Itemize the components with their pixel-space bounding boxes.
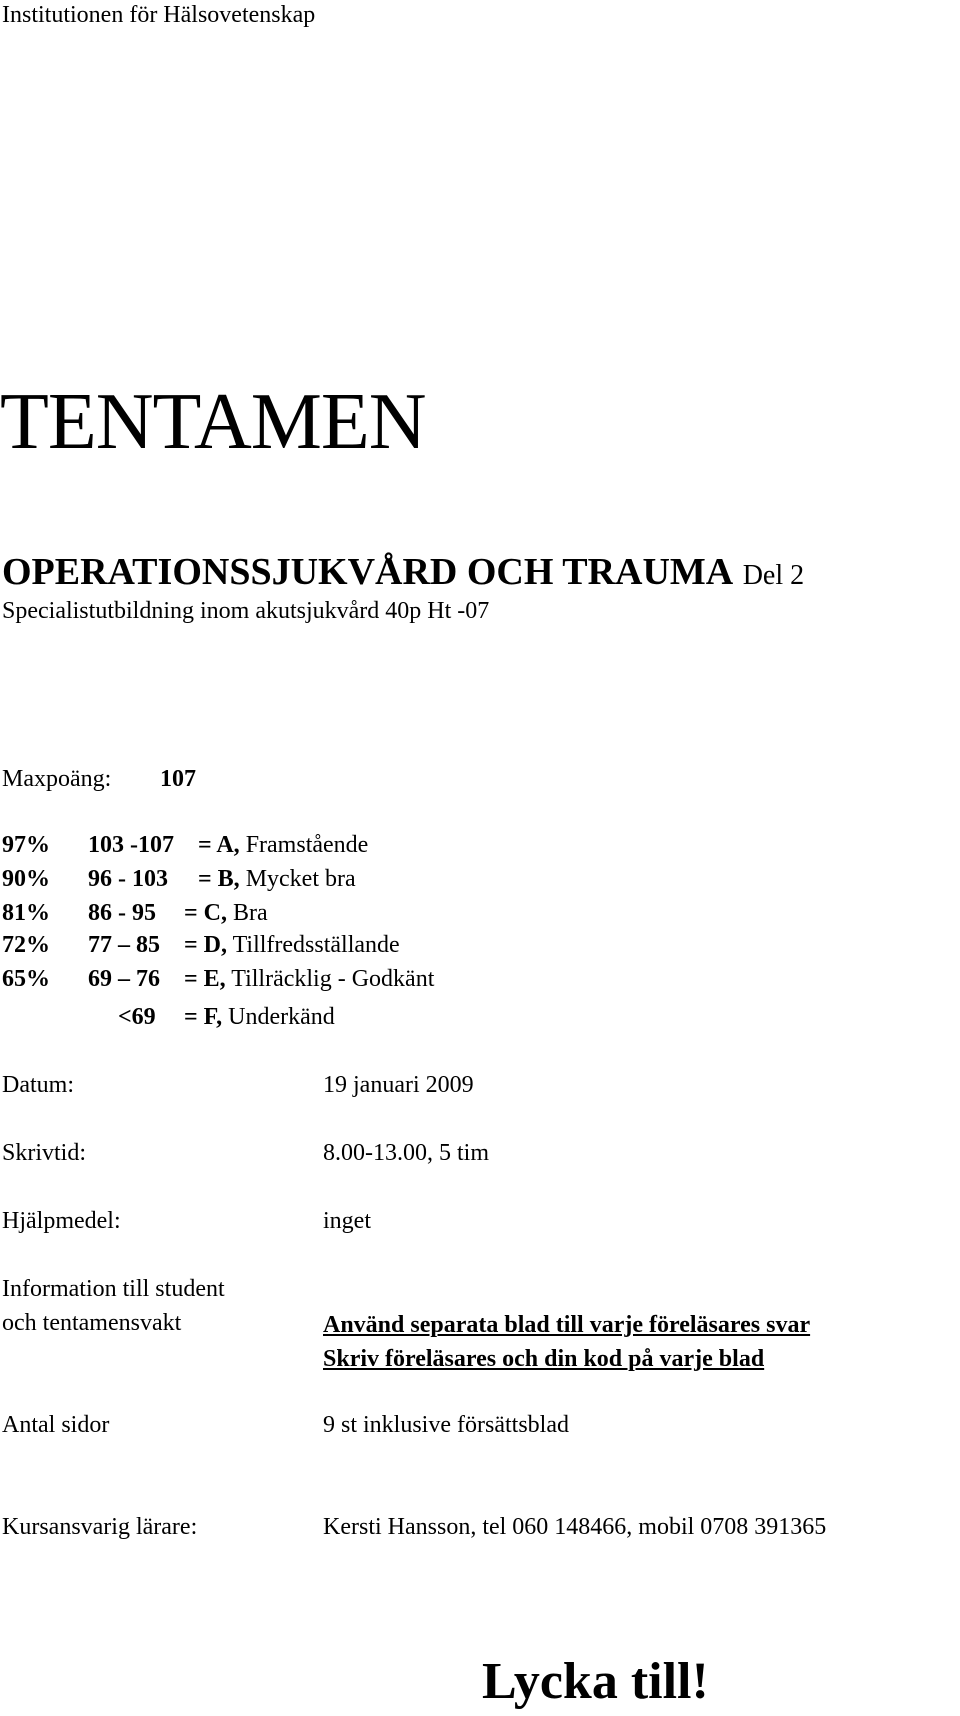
grade-percent: 90% xyxy=(2,866,50,892)
page-title: TENTAMEN xyxy=(0,378,426,466)
grade-letter-desc xyxy=(184,928,400,962)
grade-letter: = B, xyxy=(198,866,240,892)
grade-letter-desc xyxy=(198,862,356,896)
time-label: Skrivtid: xyxy=(2,1140,87,1166)
program-name: Specialistutbildning inom akutsjukvård 40p Ht -07 xyxy=(2,598,490,624)
student-info-label: Information till student xyxy=(2,1276,225,1302)
grade-letter: = E, xyxy=(184,966,226,992)
grade-desc: Tillfredsställande xyxy=(232,932,400,958)
max-points-label: Maxpoäng: xyxy=(2,766,112,792)
pages-label: Antal sidor xyxy=(2,1412,110,1438)
institution-name: Institutionen för Hälsovetenskap xyxy=(2,2,316,28)
instruction-rule-1: Använd separata blad till varje föreläsares svar xyxy=(323,1312,811,1338)
teacher-value: Kersti Hansson, tel 060 148466, mobil 0708 391365 xyxy=(323,1514,827,1540)
grade-range: 96 - 103 xyxy=(88,866,168,892)
grade-letter: = C, xyxy=(184,900,228,926)
grade-range: 103 -107 xyxy=(88,832,174,858)
grade-letter-desc xyxy=(184,896,268,930)
max-points-value: 107 xyxy=(160,766,196,792)
course-part: Del 2 xyxy=(742,560,805,591)
grade-desc: Bra xyxy=(233,900,268,926)
closing-message: Lycka till! xyxy=(482,1653,709,1710)
grade-letter: = F, xyxy=(184,1004,223,1030)
grade-letter: = D, xyxy=(184,932,228,958)
student-info-label-2: och tentamensvakt xyxy=(2,1310,182,1336)
grade-desc: Underkänd xyxy=(228,1004,335,1030)
grade-range: 77 – 85 xyxy=(88,932,160,958)
time-value: 8.00-13.00, 5 tim xyxy=(323,1140,489,1166)
grade-letter-desc xyxy=(184,1000,335,1034)
date-value: 19 januari 2009 xyxy=(323,1072,474,1098)
grade-percent: 65% xyxy=(2,966,50,992)
teacher-label: Kursansvarig lärare: xyxy=(2,1514,198,1540)
grade-range: 86 - 95 xyxy=(88,900,156,926)
course-heading xyxy=(2,548,804,600)
date-label: Datum: xyxy=(2,1072,74,1098)
aids-label: Hjälpmedel: xyxy=(2,1208,121,1234)
aids-value: inget xyxy=(323,1208,371,1234)
grade-percent: 81% xyxy=(2,900,50,926)
grade-desc: Tillräcklig - Godkänt xyxy=(231,966,435,992)
grade-letter-desc xyxy=(198,828,368,862)
grade-range: 69 – 76 xyxy=(88,966,160,992)
grade-desc: Mycket bra xyxy=(245,866,356,892)
grade-percent: 97% xyxy=(2,832,50,858)
grade-range: <69 xyxy=(118,1004,156,1030)
pages-value: 9 st inklusive försättsblad xyxy=(323,1412,569,1438)
grade-letter: = A, xyxy=(198,832,240,858)
instruction-rule-2: Skriv föreläsares och din kod på varje blad xyxy=(323,1346,765,1372)
grade-desc: Framstående xyxy=(245,832,369,858)
course-name: OPERATIONSSJUKVÅRD OCH TRAUMA xyxy=(2,551,734,593)
grade-letter-desc xyxy=(184,962,434,996)
grade-percent: 72% xyxy=(2,932,50,958)
